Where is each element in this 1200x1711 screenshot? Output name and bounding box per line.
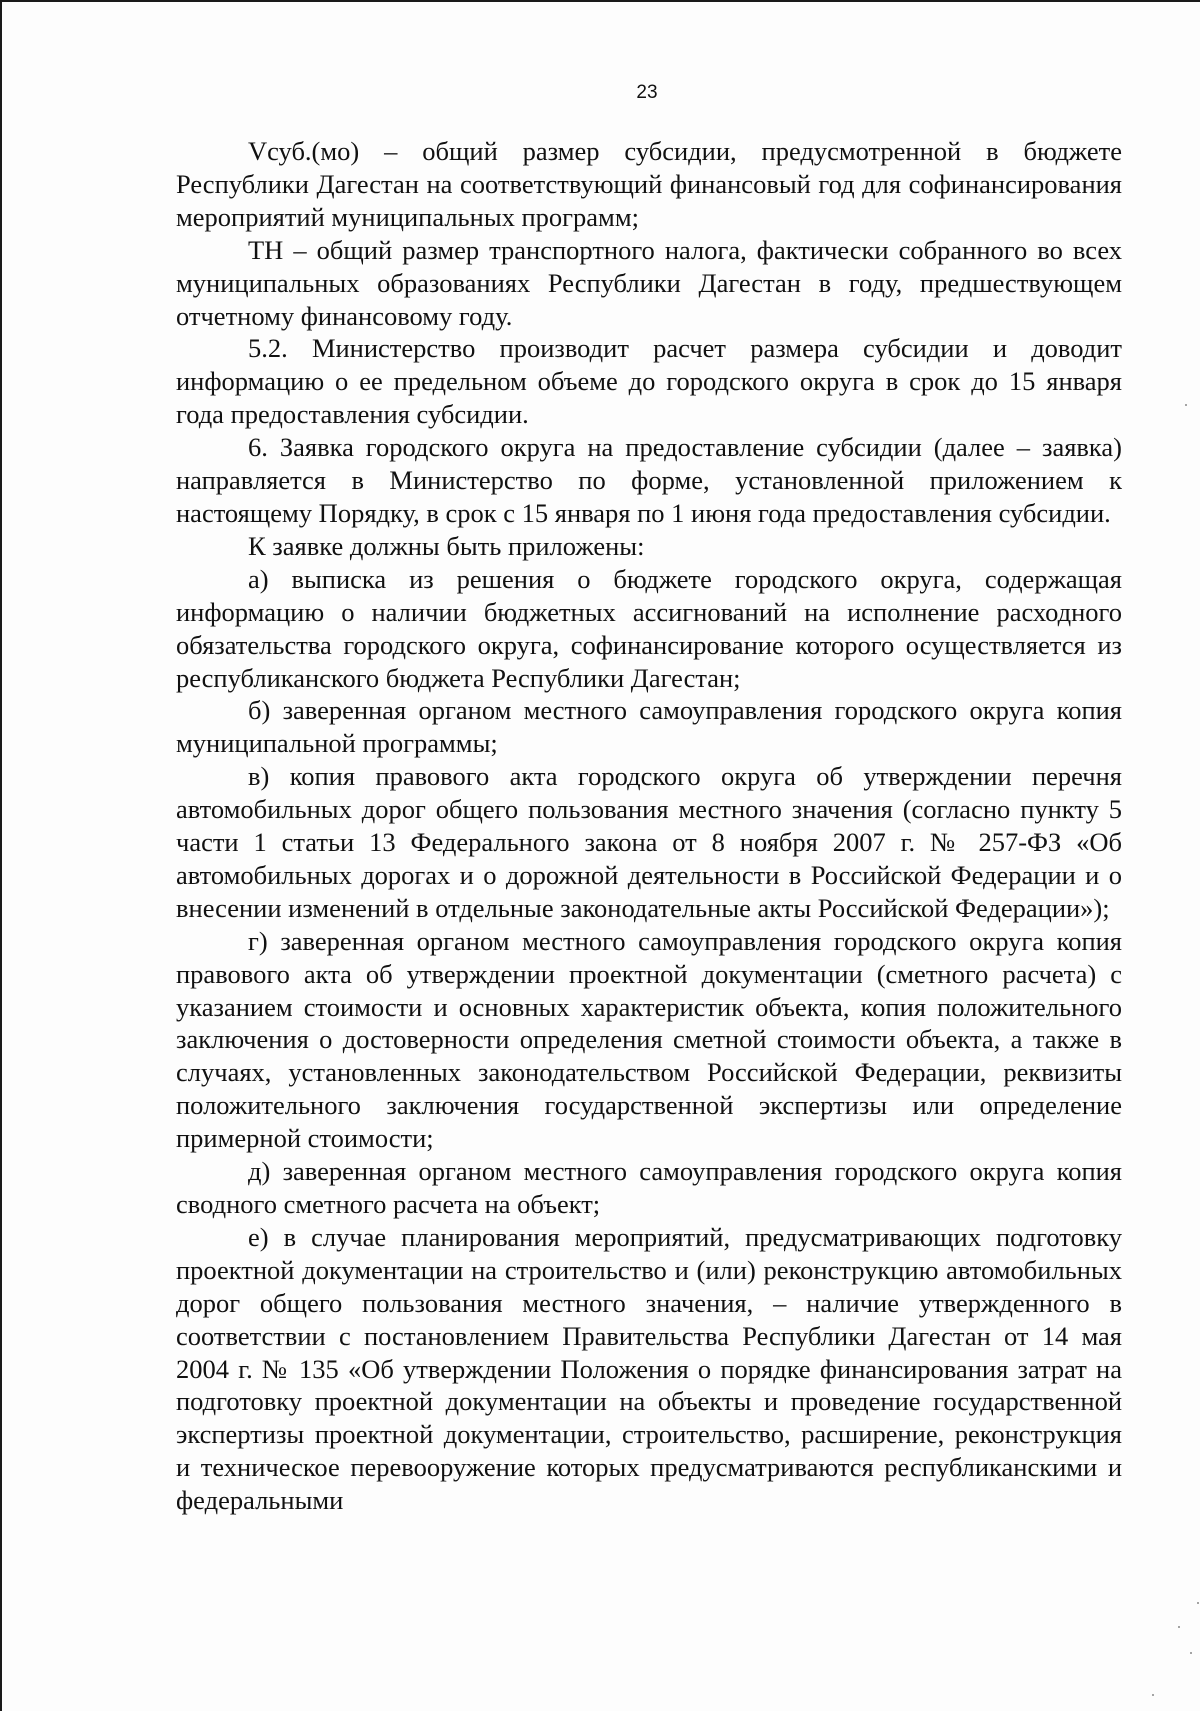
scan-speck bbox=[1178, 1626, 1180, 1628]
paragraph-vsub-definition: Vсуб.(мо) – общий размер субсидии, предусмотренной в бюджете Республики Дагестан на соответствующий финансовый год для софинансирования мероприятий муниципальных программ; bbox=[176, 136, 1122, 232]
paragraph-6: 6. Заявка городского округа на предоставление субсидии (далее – заявка) направляется в Министерство по форме, установленной приложением к настоящему Порядку, в срок с 15 января по 1 июня года предоставления субсидии. bbox=[176, 432, 1122, 528]
paragraph-item-b: б) заверенная органом местного самоуправления городского округа копия муниципальной программы; bbox=[176, 695, 1122, 759]
paragraph-attachments-intro: К заявке должны быть приложены: bbox=[248, 530, 645, 561]
paragraph-item-v: в) копия правового акта городского округа об утверждении перечня автомобильных дорог общего пользования местного значения (согласно пункту 5 части 1 статьи 13 Федерального закона от 8 ноября 2007 г. № 257-ФЗ «Об автомобильных дорогах и о дорожной деятельности в Российской Федерации и о внесении изменений в отдельные законодательные акты Российской Федерации»); bbox=[176, 761, 1122, 923]
paragraph-tn-definition: ТН – общий размер транспортного налога, фактически собранного во всех муниципальных образованиях Республики Дагестан в году, предшествующем отчетному финансовому году. bbox=[176, 234, 1122, 331]
paragraph-5-2: 5.2. Министерство производит расчет размера субсидии и доводит информацию о ее предельном объеме до городского округа в срок до 15 января года предоставления субсидии. bbox=[176, 333, 1122, 430]
scan-speck bbox=[1197, 1602, 1199, 1604]
paragraph-item-a: а) выписка из решения о бюджете городского округа, содержащая информацию о наличии бюджетных ассигнований на исполнение расходного обязательства городского округа, софинансирование которого осуществляется из республиканского бюджета Республики Дагестан; bbox=[176, 563, 1122, 693]
document-body bbox=[176, 135, 1122, 1517]
paragraph-item-g: г) заверенная органом местного самоуправления городского округа копия правового акта об утверждении проектной документации (сметного расчета) с указанием стоимости и основных характеристик объекта, копия положительного заключения о достоверности определения сметной стоимости объекта, а также в случаях, установленных законодательством Российской Федерации, реквизиты положительного заключения государственной экспертизы или определение примерной стоимости; bbox=[176, 925, 1122, 1154]
scan-speck bbox=[1152, 1694, 1154, 1696]
scan-speck bbox=[1185, 404, 1187, 406]
scan-speck bbox=[1190, 1652, 1192, 1654]
paragraph-item-e: е) в случае планирования мероприятий, предусматривающих подготовку проектной документации на строительство и (или) реконструкцию автомобильных дорог общего пользования местного значения, – наличие утвержденного в соответствии с постановлением Правительства Республики Дагестан от 14 мая 2004 г. № 135 «Об утверждении Положения о порядке финансирования затрат на подготовку проектной документации на объекты и проведение государственной экспертизы проектной документации, строительство, расширение, реконструкция и техническое перевооружение которых предусматриваются республиканскими и федеральными bbox=[176, 1221, 1122, 1516]
paragraph-item-d: д) заверенная органом местного самоуправления городского округа копия сводного сметного расчета на объект; bbox=[176, 1156, 1122, 1219]
page-number: 23 bbox=[636, 82, 658, 103]
